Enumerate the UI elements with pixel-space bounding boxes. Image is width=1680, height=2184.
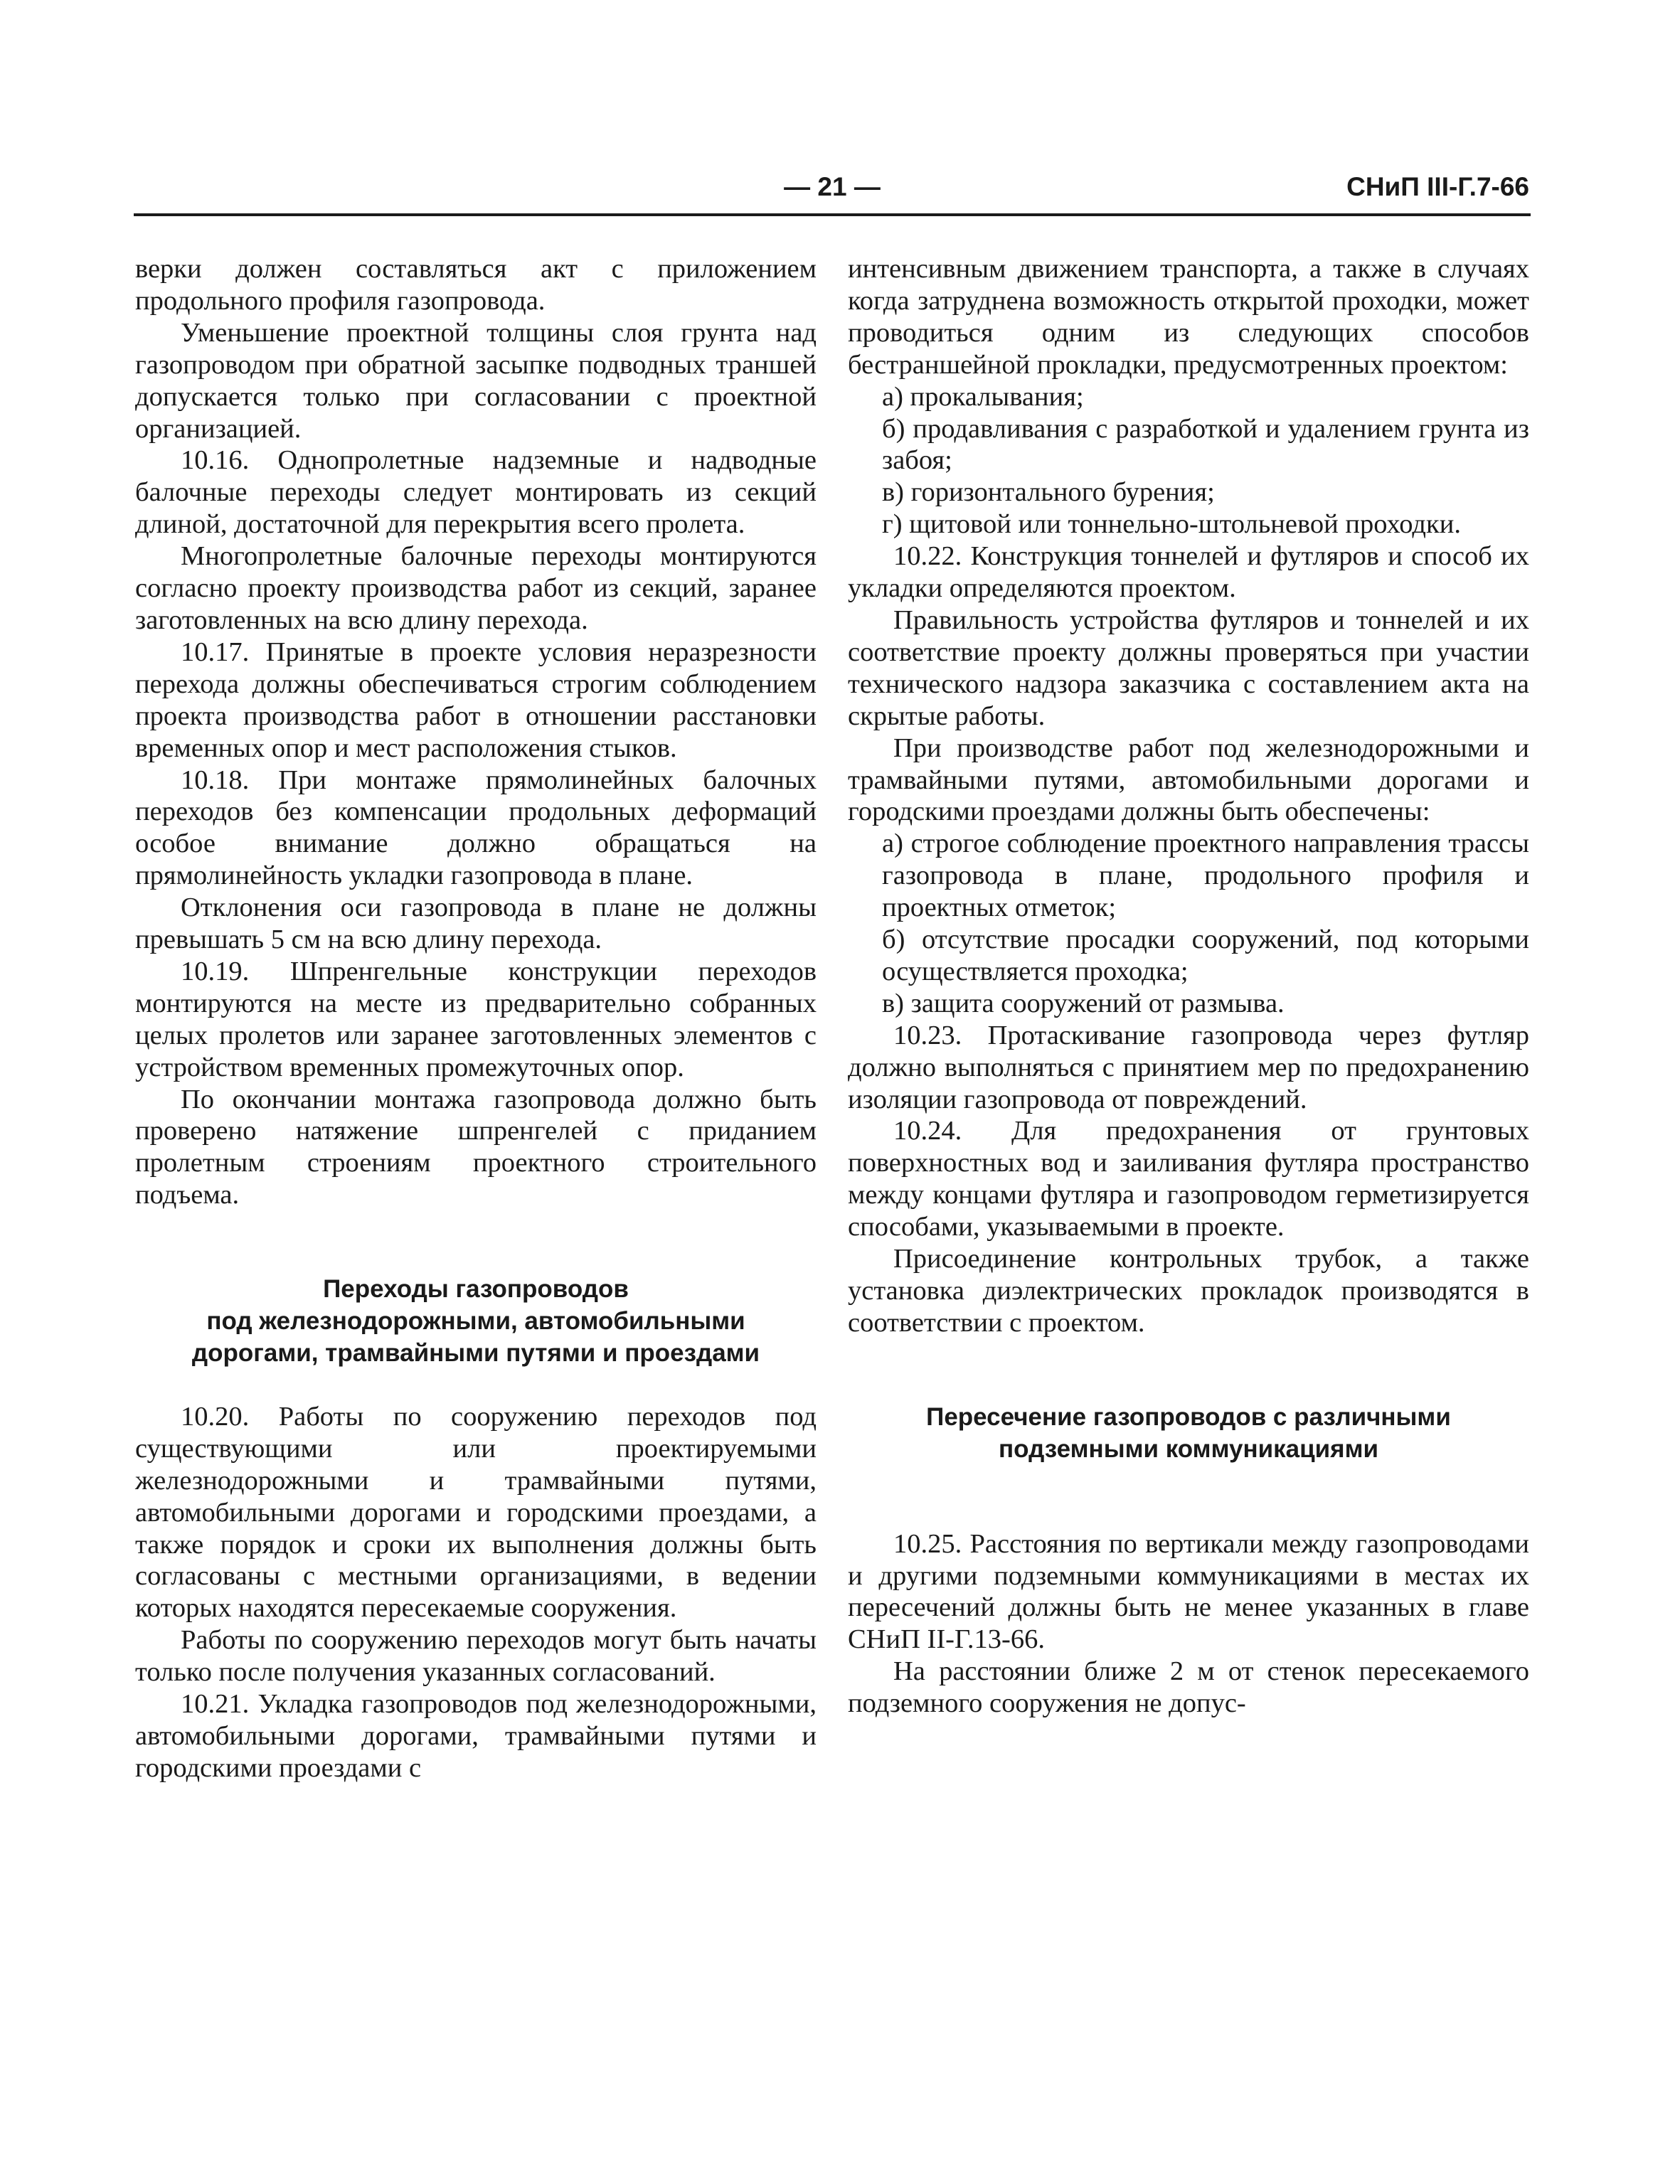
spacer: [135, 1370, 817, 1401]
page-number: — 21 —: [784, 172, 881, 201]
paragraph: 10.23. Протаскивание газопровода через футляр должно выполняться с принятием мер по предохранению изоляции газопровода от повреждений.: [848, 1020, 1529, 1114]
list-item: г) щитовой или тоннельно-штольневой проходки.: [882, 509, 1461, 540]
spacer: [848, 1466, 1529, 1528]
document-code: СНиП III-Г.7-66: [1346, 172, 1529, 201]
paragraph: 10.17. Принятые в проекте условия неразрезности перехода должны обеспечиваться строгим соблюдением проекта производства работ в отношении расстановки временных опор и мест расположения стыков.: [135, 636, 817, 763]
header-rule: [134, 213, 1531, 216]
paragraph: 10.24. Для предохранения от грунтовых поверхностных вод и заиливания футляра пространство между концами футляра и газопроводом герметизируется способами, указываемыми в проекте.: [848, 1116, 1529, 1242]
right-column: [848, 253, 1529, 1720]
paragraph: интенсивным движением транспорта, а также в случаях когда затруднена возможность открытой проходки, может проводиться одним из следующих способов бестраншейной прокладки, предусмотренных проектом:: [848, 254, 1529, 380]
paragraph: 10.21. Укладка газопроводов под железнодорожными, автомобильными дорогами, трамвайными путями и городскими проездами с: [135, 1689, 817, 1783]
spacer: [135, 1211, 817, 1274]
paragraph: 10.25. Расстояния по вертикали между газопроводами и другими подземными коммуникациями в местах их пересечений должны быть не менее указанных в главе СНиП II-Г.13-66.: [848, 1528, 1529, 1655]
list-item: а) строгое соблюдение проектного направления трассы газопровода в плане, продольного профиля и проектных отметок;: [882, 829, 1529, 923]
paragraph: верки должен составляться акт с приложением продольного профиля газопровода.: [135, 254, 817, 316]
paragraph: 10.20. Работы по сооружению переходов под существующими или проектируемыми железнодорожными и трамвайными путями, автомобильными дорогами и городскими проездами, а также порядок и сроки их выполнения должны быть согласованы с местными организациями, в ведении которых находятся пересекаемые сооружения.: [135, 1401, 817, 1624]
paragraph: Присоединение контрольных трубок, а также установка диэлектрических прокладок производятся в соответствии с проектом.: [848, 1244, 1529, 1338]
paragraph: 10.19. Шпренгельные конструкции переходов монтируются на месте из предварительно собранных целых пролетов или заранее заготовленных элементов с устройством временных промежуточных опор.: [135, 956, 817, 1082]
paragraph: Уменьшение проектной толщины слоя грунта над газопроводом при обратной засыпке подводных траншей допускается только при согласовании с проектной организацией.: [135, 317, 817, 444]
list-item: в) горизонтального бурения;: [882, 477, 1215, 508]
paragraph: 10.16. Однопролетные надземные и надводные балочные переходы следует монтировать из секций длиной, достаточной для перекрытия всего пролета.: [135, 445, 817, 540]
paragraph: 10.18. При монтаже прямолинейных балочных переходов без компенсации продольных деформаций особое внимание должно обращаться на прямолинейность укладки газопровода в плане.: [135, 765, 817, 891]
list-item: б) отсутствие просадки сооружений, под которыми осуществляется проходка;: [882, 925, 1529, 986]
paragraph: Правильность устройства футляров и тоннелей и их соответствие проекту должны проверяться при участии технического надзора заказчика с составлением акта на скрытые работы.: [848, 604, 1529, 731]
running-header: [135, 169, 1529, 212]
left-column: [135, 253, 817, 1784]
heading-line: подземными коммуникациями: [999, 1434, 1378, 1463]
paragraph: Отклонения оси газопровода в плане не должны превышать 5 см на всю длину перехода.: [135, 893, 817, 955]
section-heading: [848, 1402, 1529, 1466]
paragraph: Многопролетные балочные переходы монтируются согласно проекту производства работ из секций, заранее заготовленных на всю длину перехода.: [135, 541, 817, 635]
heading-line: под железнодорожными, автомобильными: [206, 1307, 745, 1336]
paragraph: По окончании монтажа газопровода должно быть проверено натяжение шпренгелей с приданием пролетным строениям проектного строительного подъема.: [135, 1084, 817, 1210]
paragraph: 10.22. Конструкция тоннелей и футляров и способ их укладки определяются проектом.: [848, 541, 1529, 604]
section-heading: [135, 1274, 817, 1370]
list-item: б) продавливания с разработкой и удалением грунта из забоя;: [882, 413, 1529, 476]
paragraph: Работы по сооружению переходов могут быть начаты только после получения указанных согласований.: [135, 1625, 817, 1688]
heading-line: Переходы газопроводов: [323, 1275, 629, 1304]
paragraph: При производстве работ под железнодорожными и трамвайными путями, автомобильными дорогами и городскими проездами должны быть обеспечены:: [848, 733, 1529, 827]
paragraph: На расстоянии ближе 2 м от стенок пересекаемого подземного сооружения не допус-: [848, 1656, 1529, 1719]
heading-line: дорогами, трамвайными путями и проездами: [191, 1339, 760, 1367]
list-item: а) прокалывания;: [882, 381, 1084, 412]
list-item: в) защита сооружений от размыва.: [882, 988, 1285, 1018]
spacer: [848, 1339, 1529, 1402]
heading-line: Пересечение газопроводов с различными: [926, 1402, 1451, 1431]
